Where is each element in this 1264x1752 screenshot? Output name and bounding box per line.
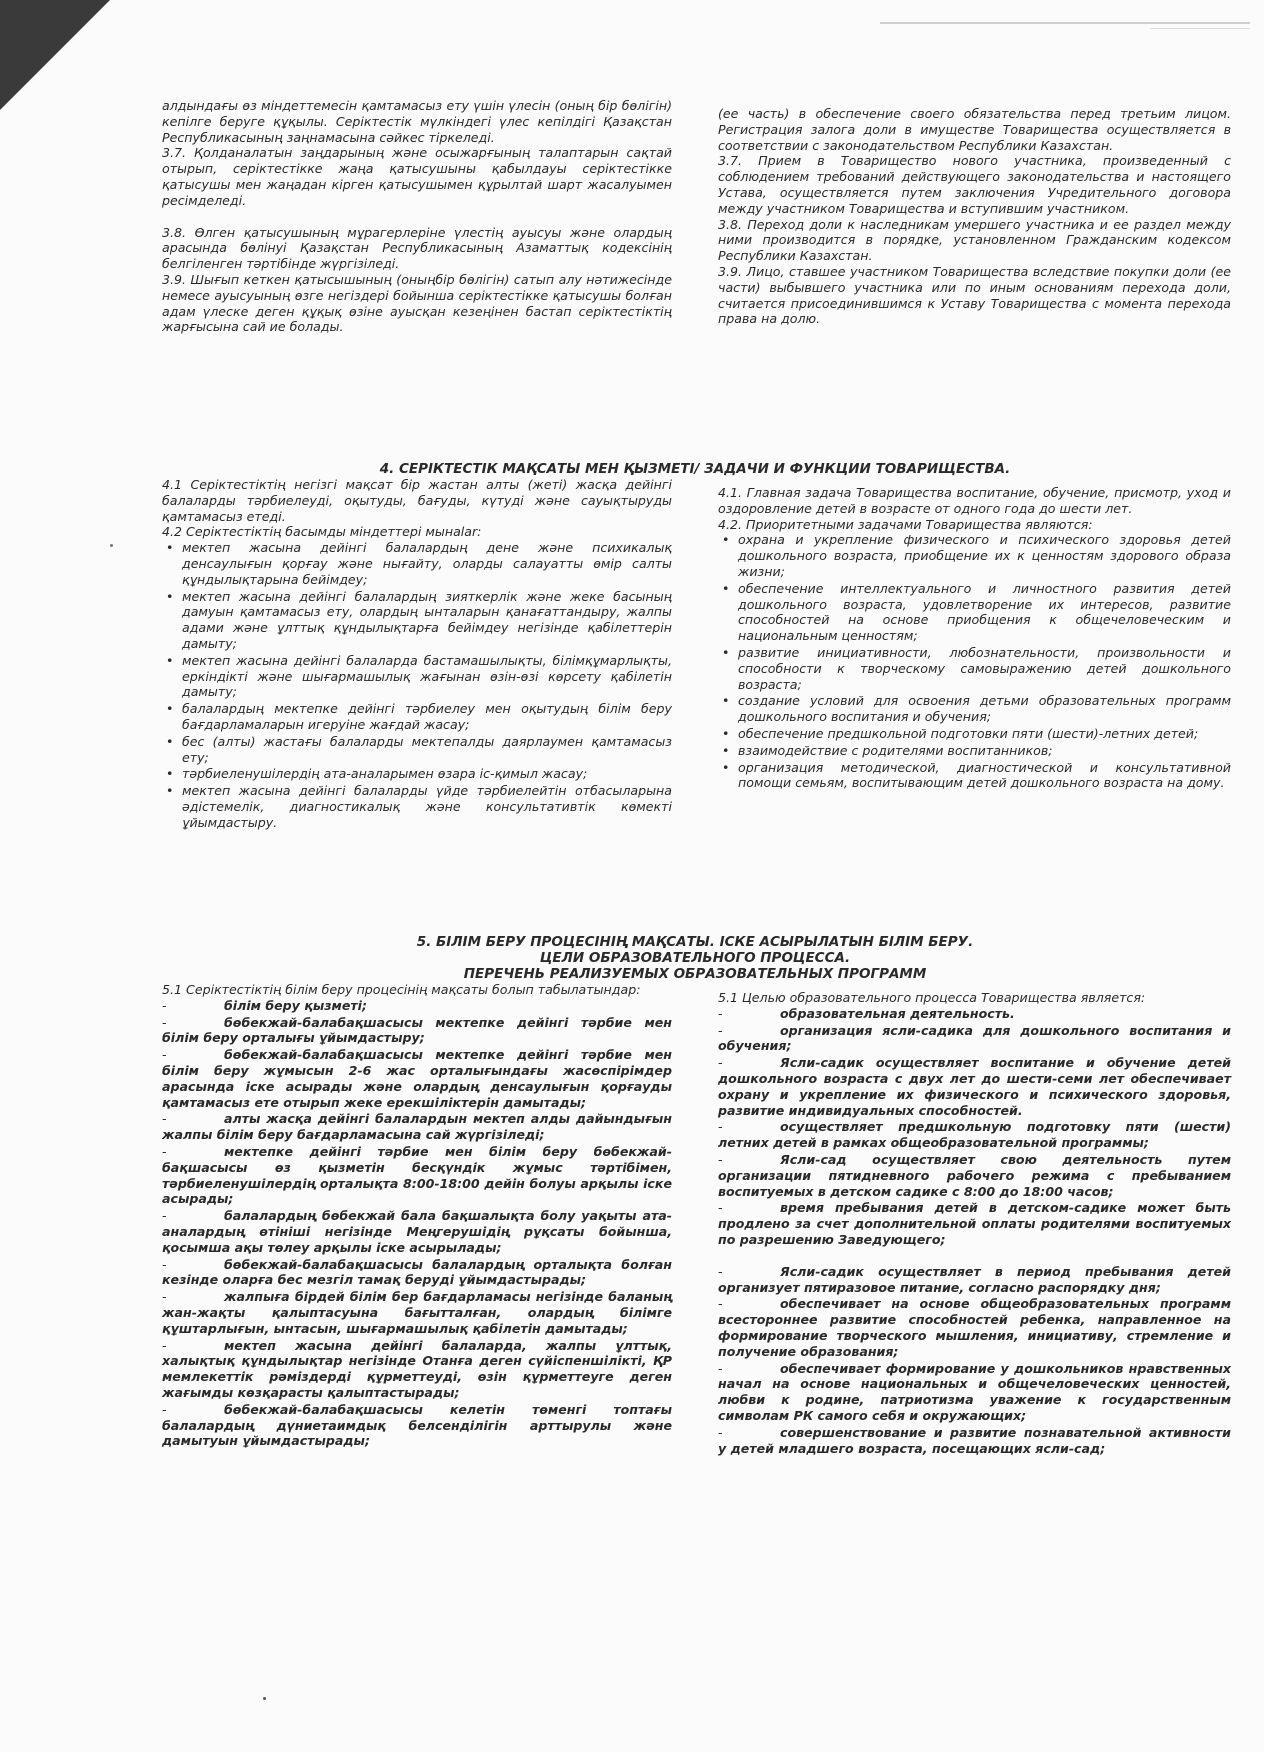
section5-heading-line3: ПЕРЕЧЕНЬ РЕАЛИЗУЕМЫХ ОБРАЗОВАТЕЛЬНЫХ ПРОГРАММ [463, 966, 927, 982]
list-item: • балалардың мектепке дейінгі тәрбиелеу мен оқытудың білім беру бағдарламаларын игеруіне жағдай жасау; [182, 701, 672, 733]
list-item: - балалардың бөбекжай бала бақшалықта болу уақыты ата-аналардың өтініші негізінде Меңгерушідің рұқсаты бойынша, қосымша ақы төлеу арқылы іске асырылады; [162, 1208, 672, 1255]
dash-list [718, 1006, 1231, 1457]
list-item: - совершенствование и развитие познавательной активности у детей младшего возраста, посещающих ясли-сад; [718, 1425, 1231, 1457]
section5-kazakh-column [162, 982, 672, 1450]
paragraph: 4.1. Главная задача Товарищества воспитание, обучение, присмотр, уход и оздоровление детей в возрасте от одного года до шести лет. [718, 485, 1231, 516]
list-item: • обеспечение предшкольной подготовки пяти (шести)-летних детей; [738, 726, 1231, 742]
section3-kazakh-column [162, 98, 672, 335]
paragraph: алдындағы өз міндеттемесін қамтамасыз ету үшін үлесін (оның бір бөлігін) кепілге беруге құқылы. Серіктестік мүлкіндегі үлес кепілдігі Қазақстан Республикасының заңнамасына сәйкес тіркеледі. [162, 98, 672, 145]
paragraph: 4.2 Серіктестіктің басымды міндеттері мынalar: [162, 524, 482, 540]
list-item: - мектепке дейінгі тәрбие мен білім беру бөбекжай-бақшасысы өз қызметін бесқүндік жұмыс тәртібімен, тәрбиеленушілердің орталықта 8:00-18:00 дейін болуы арқылы іске асырады; [162, 1144, 672, 1207]
paragraph: 3.7. Қолданалатын заңдарының және осыжарғының талаптарын сақтай отырып, серіктестікке жаңа қатысушыны қабылдауы серіктестікке қатысушы мен жаңадан кірген қатысушымен құрылтай шарт жасалуымен ресімделеді. [162, 145, 672, 208]
list-item: - образовательная деятельность. [718, 1006, 1231, 1022]
list-item: • организация методической, диагностической и консультативной помощи семьям, воспитывающим детей дошкольного возраста на дому. [738, 760, 1231, 792]
list-item: • мектеп жасына дейінгі балалардың зияткерлік және жеке басының дамуын қамтамасыз ету, олардың ынталарын қанағаттандыру, жалпы адами және ұлттық құндылықтарға бейімдеу негізінде қабілеттерін дамыту; [182, 589, 672, 652]
list-item: - Ясли-сад осуществляет свою деятельность путем организации пятидневного рабочего режима с пребыванием воспитуемых в детском садике с 8:00 до 18:00 часов; [718, 1152, 1231, 1199]
paragraph: (ее часть) в обеспечение своего обязательства перед третьим лицом. Регистрация залога доли в имуществе Товарищества осуществляется в соответствии с законодательством Республики Казахстан. [718, 106, 1231, 153]
list-item: - осуществляет предшкольную подготовку пяти (шести) летних детей в рамках общеобразовательной программы; [718, 1119, 1231, 1151]
list-item: - бөбекжай-балабақшасысы келетін төменгі топтағы балалардың дүниетаимдық белсенділігін арттырулы және дамытуын ұйымдастырады; [162, 1402, 672, 1449]
list-item: • мектеп жасына дейінгі балалардың дене және психикалық денсаулығын қорғау және нығайту, оларды салауатты өмір салты құндылықтарына бейімдеу; [182, 540, 672, 587]
list-item: • бес (алты) жастағы балаларды мектепалды даярлаумен қамтамасыз ету; [182, 734, 672, 766]
section3-russian-column [718, 106, 1231, 327]
section5-heading-line2: ЦЕЛИ ОБРАЗОВАТЕЛЬНОГО ПРОЦЕССА. [539, 950, 851, 966]
list-item: - обеспечивает формирование у дошкольников нравственных начал на основе национальных и общечеловеческих ценностей, любви к родине, патриотизма уважение к государственным символам РК самого себя и окружающих; [718, 1361, 1231, 1424]
paragraph: 3.8. Өлген қатысушының мұрагерлеріне үлестің ауысуы және олардың арасында бөлінуі Қазақстан Республикасының Азаматтық кодексінің белгіленген тәртібінде жүргізіледі. [162, 224, 672, 272]
paragraph: 4.1 Серіктестіктің негізгі мақсат бір жастан алты (жеті) жасқа дейінгі балаларды тәрбиелеуді, оқытуды, бағуды, күтуді және сауықтыруды қамтамасыз етеді. [162, 477, 672, 524]
paragraph: 5.1 Серіктестіктің білім беру процесінің мақсаты болып табылатындар: [162, 982, 641, 997]
bullet-list [162, 540, 672, 830]
list-item: • создание условий для освоения детьми образовательных программ дошкольного воспитания и обучения; [738, 693, 1231, 725]
bullet-list [718, 532, 1231, 791]
list-item: - бөбекжай-балабақшасысы мектепке дейінгі тәрбие мен білім беру жұмысын 2-6 жас орталығындағы жасөспірімдер арасында іске асырады және олардың денсаулығын қорғауды қамтамасыз ете отырып жеке ерекшіліктерін дамытады; [162, 1047, 672, 1110]
paragraph: 3.8. Переход доли к наследникам умершего участника и ее раздел между ними производится в порядке, установленном Гражданским кодексом Республики Казахстан. [718, 216, 1231, 264]
list-item: - время пребывания детей в детском-садике может быть продлено за счет дополнительной оплаты родителями воспитуемых по разрешению Заведующего; [718, 1200, 1231, 1247]
list-item: - бөбекжай-балабақшасысы балалардың орталықта болған кезінде оларға бес мезгіл тамақ беруді ұйымдастырады; [162, 1257, 672, 1289]
list-item: - Ясли-садик осуществляет в период пребывания детей организует пятиразовое питание, согласно распорядку дня; [718, 1264, 1231, 1296]
list-item: - жалпыға бірдей білім бер бағдарламасы негізінде баланың жан-жақты қалыптасуына бағытталған, олардың білімге құштарлығын, ынтасын, шығармашылық қабілетін дамытады; [162, 1289, 672, 1336]
paragraph: 3.7. Прием в Товарищество нового участника, произведенный с соблюдением требований действующего законодательства и настоящего Устава, осуществляется путем заключения Учредительного договора между участником Товарищества и вступившим участником. [718, 153, 1231, 216]
list-item: - алты жасқа дейінгі балалардын мектеп алды дайындығын жалпы білім беру бағдарламасына сай жүргізіледі; [162, 1111, 672, 1143]
paragraph: 5.1 Целью образовательного процесса Товарищества является: [718, 990, 1146, 1005]
section4-heading: 4. СЕРІКТЕСТІК МАҚСАТЫ МЕН ҚЫЗМЕТІ/ ЗАДАЧИ И ФУНКЦИИ ТОВАРИЩЕСТВА. [379, 461, 1011, 477]
list-item: • взаимодействие с родителями воспитанников; [738, 743, 1231, 759]
paragraph: 4.2. Приоритетными задачами Товарищества являются: [718, 516, 1093, 532]
section5-russian-column [718, 990, 1231, 1457]
list-item: • развитие инициативности, любознательности, произвольности и способности к творческому самовыражению детей дошкольного возраста; [738, 645, 1231, 692]
dash-list [162, 998, 672, 1449]
list-item: - білім беру қызметі; [162, 998, 672, 1014]
paragraph: 3.9. Лицо, ставшее участником Товарищества вследствие покупки доли (ее части) выбывшего участника или по иным основаниям перехода доли, считается присоединившимся к Уставу Товарищества с момента перехода права на долю. [718, 263, 1231, 327]
list-item: • мектеп жасына дейінгі балаларда бастамашылықты, білімқұмарлықты, еркіндікті және шығармашылық жағынан өзін-өзі көрсету қабілетін дамыту; [182, 653, 672, 700]
list-item: - мектеп жасына дейінгі балаларда, жалпы ұлттық, халықтық құндылықтар негізінде Отанға деген сүйіспеншілікті, ҚР мемлекеттік рәміздерді құрметтеуді, өзін құрметтеуге деген жағымды көзқарасты қалыптастырады; [162, 1338, 672, 1401]
section4-russian-column [718, 485, 1231, 792]
list-item: - организация ясли-садика для дошкольного воспитания и обучения; [718, 1023, 1231, 1055]
paragraph: 3.9. Шығып кеткен қатысышының (оныңбір бөлігін) сатып алу нәтижесінде немесе ауысуының өзге негіздері бойынша серіктестікке қатысушы болған адам үлеске деген құқық өзіне ауысқан кезеңінен бастап серіктестіктің жарғысына сай ие болады. [162, 271, 672, 335]
list-item: • тәрбиеленушілердің ата-аналарымен өзара іс-қимыл жасау; [182, 766, 672, 782]
section5-heading-line1: 5. БІЛІМ БЕРУ ПРОЦЕСІНІҢ МАҚСАТЫ. ІСКЕ АСЫРЫЛАТЫН БІЛІМ БЕРУ. [416, 934, 974, 950]
section5-heading [150, 934, 1240, 982]
section4-kazakh-column [162, 477, 672, 832]
list-item: • обеспечение интеллектуального и личностного развития детей дошкольного возраста, удовлетворение их интересов, развитие способностей на основе приобщения к общечеловеческим и национальным ценностям; [738, 581, 1231, 644]
list-item: - обеспечивает на основе общеобразовательных программ всестороннее развитие способностей ребенка, направленное на формирование творческого мышления, инициативу, стремление и получение образования; [718, 1296, 1231, 1359]
list-item: - Ясли-садик осуществляет воспитание и обучение детей дошкольного возраста с двух лет до шести-семи лет обеспечивает охрану и укрепление их физического и психического здоровья, развитие индивидуальных способностей. [718, 1055, 1231, 1118]
list-item: - бөбекжай-балабақшасысы мектепке дейінгі тәрбие мен білім беру орталығы ұйымдастыру; [162, 1015, 672, 1047]
list-item: • охрана и укрепление физического и психического здоровья детей дошкольного возраста, приобщение их к ценностям здорового образа жизни; [738, 532, 1231, 579]
list-item: • мектеп жасына дейінгі балаларды үйде тәрбиелейтін отбасыларына әдістемелік, диагностикалық және консультативтік көмекті ұйымдастыру. [182, 783, 672, 830]
